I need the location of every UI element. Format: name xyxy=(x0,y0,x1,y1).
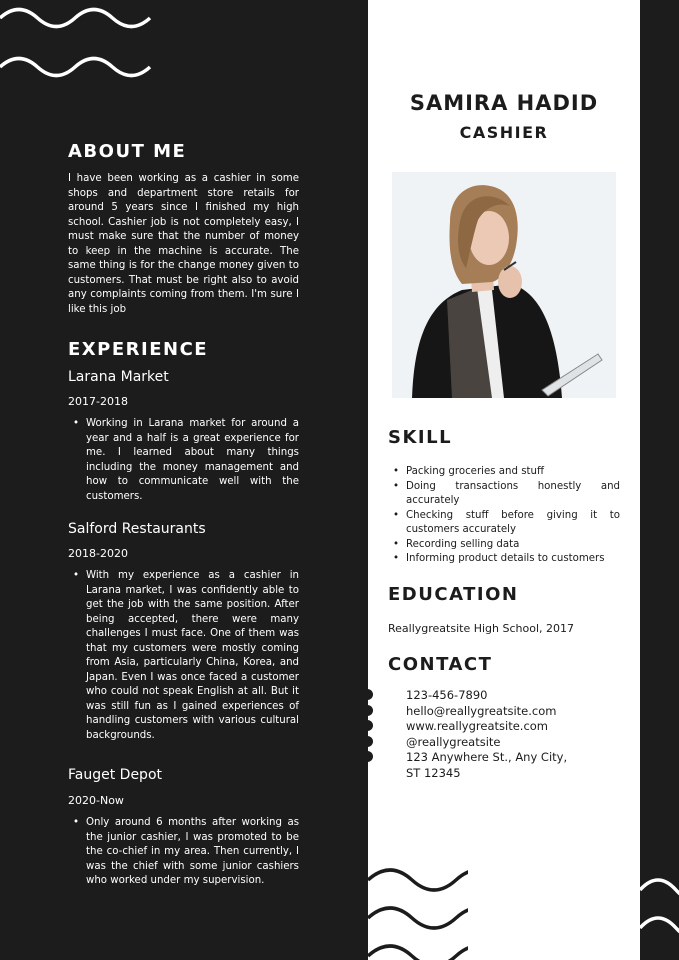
contact-website[interactable]: www.reallygreatsite.com xyxy=(406,719,549,733)
right-strip xyxy=(640,0,679,960)
experience-heading: EXPERIENCE xyxy=(68,339,209,360)
job-description-list xyxy=(68,816,299,889)
job-description-list xyxy=(68,417,299,504)
skill-item: • Doing transactions honestly and accurately xyxy=(388,480,620,509)
job-period: 2020-Now xyxy=(68,794,124,807)
skill-item: • Packing groceries and stuff xyxy=(388,465,620,480)
contact-list xyxy=(406,688,567,781)
contact-social: @reallygreatsite xyxy=(406,734,501,749)
profile-role: CASHIER xyxy=(459,123,549,142)
contact-address-line2: ST 12345 xyxy=(406,765,461,780)
skill-list xyxy=(388,465,620,567)
contact-heading: CONTACT xyxy=(388,654,493,675)
bullet-dot xyxy=(368,720,373,731)
job-description-list xyxy=(68,569,299,743)
bullet-dot xyxy=(368,705,373,716)
middle-column xyxy=(368,0,640,960)
person-illustration xyxy=(392,172,616,398)
wave-decoration-bottom-right xyxy=(640,868,679,960)
profile-photo xyxy=(392,172,616,398)
profile-name: SAMIRA HADID xyxy=(409,91,599,115)
job-period: 2018-2020 xyxy=(68,547,128,560)
job-period: 2017-2018 xyxy=(68,395,128,408)
skill-item: • Checking stuff before giving it to customers accurately xyxy=(388,509,620,538)
education-heading: EDUCATION xyxy=(388,584,519,605)
job-description: • Only around 6 months after working as the junior cashier, I was promoted to be the co-chief in my area. Then currently, I was the chief with some junior cashiers who worked under my supervision. xyxy=(68,816,299,889)
contact-email[interactable]: hello@reallygreatsite.com xyxy=(406,703,557,718)
job-description: • Working in Larana market for around a year and a half is a great experience for me. I learned about many things including the money management and how to communicate well with the customers. xyxy=(68,417,299,504)
wave-decoration-top-left xyxy=(0,0,160,100)
contact-address-line1: 123 Anywhere St., Any City, xyxy=(406,750,568,764)
bullet-dot xyxy=(368,736,373,747)
bullet-dot xyxy=(368,689,373,700)
education-text: Reallygreatsite High School, 2017 xyxy=(388,622,575,635)
skill-item: • Informing product details to customers xyxy=(388,552,620,567)
job-company: Salford Restaurants xyxy=(68,521,206,537)
bullet-dot xyxy=(368,751,373,762)
job-company: Larana Market xyxy=(68,369,169,385)
skill-heading: SKILL xyxy=(388,427,453,448)
job-company: Fauget Depot xyxy=(68,767,162,783)
skill-item: • Recording selling data xyxy=(388,538,620,553)
contact-bullet-dots xyxy=(368,689,373,767)
job-description: • With my experience as a cashier in Larana market, I was confidently able to get the job with the same position. After being accepted, there were many challenges I must face. One of them was that my customers were mostly coming from Asia, particularly China, Korea, and Japan. Even I was once faced a customer who could not speak English at all. But it was still fun as I gained experiences of handling customers with various cultural backgrounds. xyxy=(68,569,299,743)
contact-phone: 123-456-7890 xyxy=(406,688,488,702)
about-heading: ABOUT ME xyxy=(68,141,187,162)
about-text: I have been working as a cashier in some shops and department store retails for around 5 years since I finished my high school. Cashier job is not completely easy, I must make sure that the number of money to keep in the machine is accurate. The same thing is for the change money given to customers. That must be right also to avoid any complaints coming from them. I'm sure I like this job xyxy=(68,173,299,315)
wave-decoration-bottom-middle xyxy=(368,868,468,960)
